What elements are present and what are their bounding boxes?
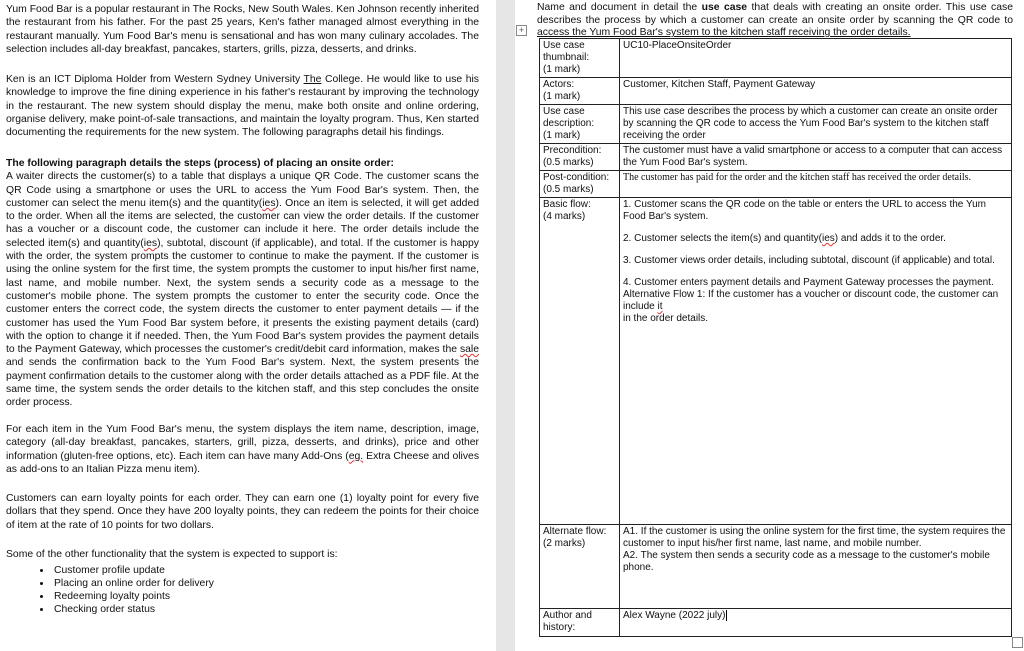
use-case-table: [539, 38, 1012, 637]
postcondition-label-cell: [540, 171, 620, 198]
description-label: Use case description:: [543, 106, 595, 129]
loyalty-paragraph: [6, 492, 479, 532]
precondition-label-cell: [540, 144, 620, 171]
text-cursor: [726, 610, 727, 621]
thumbnail-mark: (1 mark): [543, 64, 581, 75]
description-label-cell: [540, 105, 620, 144]
table-row: [540, 609, 1012, 637]
menu-text-a: For each item in the Yum Food Bar's menu, the system displays the item name, description, image, category (all-day breakfast, pancakes, starters, grill, pizza, desserts, and drinks), price and other information (gluten-free options, etc). Each item can have many Add-Ons (: [6, 424, 479, 462]
basic-flow-value-cell[interactable]: [620, 198, 1012, 525]
table-row: [540, 78, 1012, 105]
basic-step-4-text-a: 4. Customer enters payment details and Payment Gateway processes the payment. Alternative Flow 1: If the customer has a voucher or discount code, the customer can include: [623, 277, 999, 312]
instr-text-b: that deals with creating an onsite order. This use case describes the process by which a customer can create an onsite order by scanning the QR code to: [537, 2, 1013, 26]
alternate-flow-value-cell[interactable]: [620, 525, 1012, 609]
ken-paragraph: [6, 73, 479, 139]
spellcheck-it: it: [657, 301, 663, 312]
process-text-a: A waiter directs the customer(s) to a table that displays a unique QR Code. The customer scans the QR Code using a smartphone or uses the URL to access the Yum Food Bar's system. Then, the customer can select the menu item(s) and the quantity(: [6, 171, 479, 209]
description-value: This use case describes the process by which a customer can create an onsite order by scanning the QR code to access the Yum Food Bar's system to the kitchen staff receiving the order: [623, 106, 998, 141]
list-item: • Redeeming loyalty points: [52, 590, 214, 603]
actors-value: Customer, Kitchen Staff, Payment Gateway: [623, 79, 816, 90]
alternate-flow-label: Alternate flow:: [543, 526, 607, 537]
table-row: [540, 39, 1012, 78]
table-move-handle-icon[interactable]: +: [516, 25, 527, 36]
loyalty-text: Customers can earn loyalty points for each order. They can earn one (1) loyalty point for every five dollars that they spend. Once they have 200 loyalty points, they can redeem the points for their choice of item at the rate of 10 points for two dollars.: [6, 493, 479, 531]
alternate-flow-label-cell: [540, 525, 620, 609]
actors-label: Actors:: [543, 79, 575, 90]
basic-flow-mark: (4 marks): [543, 211, 586, 222]
instr-text-c: access the Yum Food Bar's system to the kitchen staff receiving the order details.: [537, 27, 911, 39]
menu-paragraph: [6, 423, 479, 476]
table-row: [540, 171, 1012, 198]
thumbnail-label: Use case thumbnail:: [543, 40, 590, 63]
ken-text-b: College. He would like to use his knowledge to improve the fine dining experience in his father's restaurant by improving the technology in the restaurant. The new system should display the menu, make both onsite and online ordering, organise delivery, make point-of-sale transactions, and maintain the loyalty program. Thus, Ken started documenting the requirements for the new system. The following paragraphs detail his findings.: [6, 74, 479, 139]
the-underlined: The: [303, 74, 322, 85]
basic-flow-label-cell: [540, 198, 620, 525]
precondition-label: Precondition:: [543, 145, 602, 156]
functionality-text: Some of the other functionality that the system is expected to support is:: [6, 549, 338, 560]
table-row: [540, 525, 1012, 609]
spellcheck-sale: sale: [459, 344, 479, 356]
precondition-value-cell[interactable]: [620, 144, 1012, 171]
table-row: [540, 105, 1012, 144]
process-heading: The following paragraph details the steps (process) of placing an onsite order:: [6, 158, 394, 169]
actors-label-cell: [540, 78, 620, 105]
menu-text-b: Extra Cheese and olives as add-ons to an Italian Pizza menu item).: [6, 450, 480, 475]
postcondition-label: Post-condition:: [543, 172, 610, 183]
process-text-d: and sends the confirmation back to the Yum Food Bar's system. Next, the system presents the payment confirmation details to the customer along with the order details attached as a PDF file. At the same time, the system sends the order details to the kitchen staff, and this step concludes the onsite order process.: [6, 357, 479, 409]
basic-step-2: [623, 233, 1008, 245]
process-text-b: ). Once an item is selected, it will get added to the order. When all the items are selected, the customer can view the order details. If the customer has a voucher or a discount code, the customer can include it here. The order details include the selected item(s) and quantity(: [6, 197, 479, 249]
table-row: [540, 198, 1012, 525]
spellcheck-eg: eg.: [348, 450, 364, 462]
list-item: • Customer profile update: [52, 564, 214, 577]
precondition-value: The customer must have a valid smartphone or access to a computer that can access the Yum Food Bar's system.: [623, 145, 1003, 168]
thumbnail-label-cell: [540, 39, 620, 78]
postcondition-mark: (0.5 marks): [543, 184, 594, 195]
use-case-page: [515, 0, 1024, 651]
basic-step-4-text-b: in the order details.: [623, 313, 709, 324]
alternate-flow-mark: (2 marks): [543, 538, 586, 549]
basic-step-3: 3. Customer views order details, including subtotal, discount (if applicable) and total.: [623, 255, 995, 266]
alternate-step-2: A2. The system then sends a security code as a message to the customer's mobile phone.: [623, 550, 990, 573]
thumbnail-value: UC10-PlaceOnsiteOrder: [623, 40, 732, 51]
case-study-page: [0, 0, 496, 651]
table-row: [540, 144, 1012, 171]
intro-text: Yum Food Bar is a popular restaurant in The Rocks, New South Wales. Ken Johnson recently inherited the restaurant from his father. For the past 25 years, Ken's father managed almost everything in the restaurant manually. Yum Food Bar's menu is sensational and has won many culinary accolades. The selection includes all-day breakfast, pancakes, starters, grills, pizza, desserts, and drinks.: [6, 4, 479, 55]
author-value: Alex Wayne (2022 july): [623, 610, 726, 622]
description-mark: (1 mark): [543, 130, 581, 141]
functionality-list: [34, 564, 214, 616]
list-item: • Checking order status: [52, 603, 214, 616]
actors-mark: (1 mark): [543, 91, 581, 102]
description-value-cell[interactable]: [620, 105, 1012, 144]
postcondition-value-cell[interactable]: [620, 171, 1012, 198]
ken-text-a: Ken is an ICT Diploma Holder from Western Sydney University: [6, 74, 304, 85]
author-label-cell: [540, 609, 620, 637]
spellcheck-ies-2: ies: [143, 237, 158, 249]
thumbnail-value-cell[interactable]: [620, 39, 1012, 78]
basic-flow-label: Basic flow:: [543, 199, 591, 210]
basic-step-4: [623, 277, 1008, 325]
process-text-c: ), subtotal, discount (if applicable), and total. If the customer is happy with the order, the system prompts the customer to continue to make the payment. If the customer is using the online system for the first time, the system prompts the customer to input his/her first name, last name, and mobile number. Next, the system sends a security code as a message to the customer's mobile phone. The system prompts the customer to enter the security code. Once the customer enters the correct code, the system directs the customer to enter payment details — if the customer has used the Yum Food Bar system before, it presents the existing payment details (card) with the option to change it if needed. Then, the Yum Food Bar's system provides the payment details to the Payment Gateway, which processes the customer's credit/debit card information, makes the: [6, 237, 479, 356]
task-instruction: [537, 2, 1013, 40]
basic-step-2-text-a: 2. Customer selects the item(s) and quantity(: [623, 233, 822, 244]
functionality-paragraph: [6, 548, 479, 561]
alternate-step-1: A1. If the customer is using the online system for the first time, the system requires the customer to input his/her first name, last name, and mobile number.: [623, 526, 1006, 549]
table-resize-handle-icon[interactable]: [1012, 637, 1023, 648]
precondition-mark: (0.5 marks): [543, 157, 594, 168]
instr-bold: use case: [701, 2, 748, 13]
intro-paragraph: [6, 3, 479, 56]
author-value-cell[interactable]: [620, 609, 1012, 637]
instr-text-a: Name and document in detail the: [537, 2, 702, 13]
list-item: • Placing an online order for delivery: [52, 577, 214, 590]
spellcheck-ies-1: ies: [262, 197, 276, 209]
basic-step-1: 1. Customer scans the QR code on the table or enters the URL to access the Yum Food Bar's system.: [623, 199, 986, 222]
author-label: Author and history:: [543, 610, 592, 633]
process-paragraph: [6, 157, 479, 410]
postcondition-value: The customer has paid for the order and the kitchen staff has received the order details.: [623, 172, 972, 183]
actors-value-cell[interactable]: [620, 78, 1012, 105]
spellcheck-ies-3: ies: [821, 233, 835, 244]
basic-step-2-text-b: ) and adds it to the order.: [834, 233, 946, 244]
